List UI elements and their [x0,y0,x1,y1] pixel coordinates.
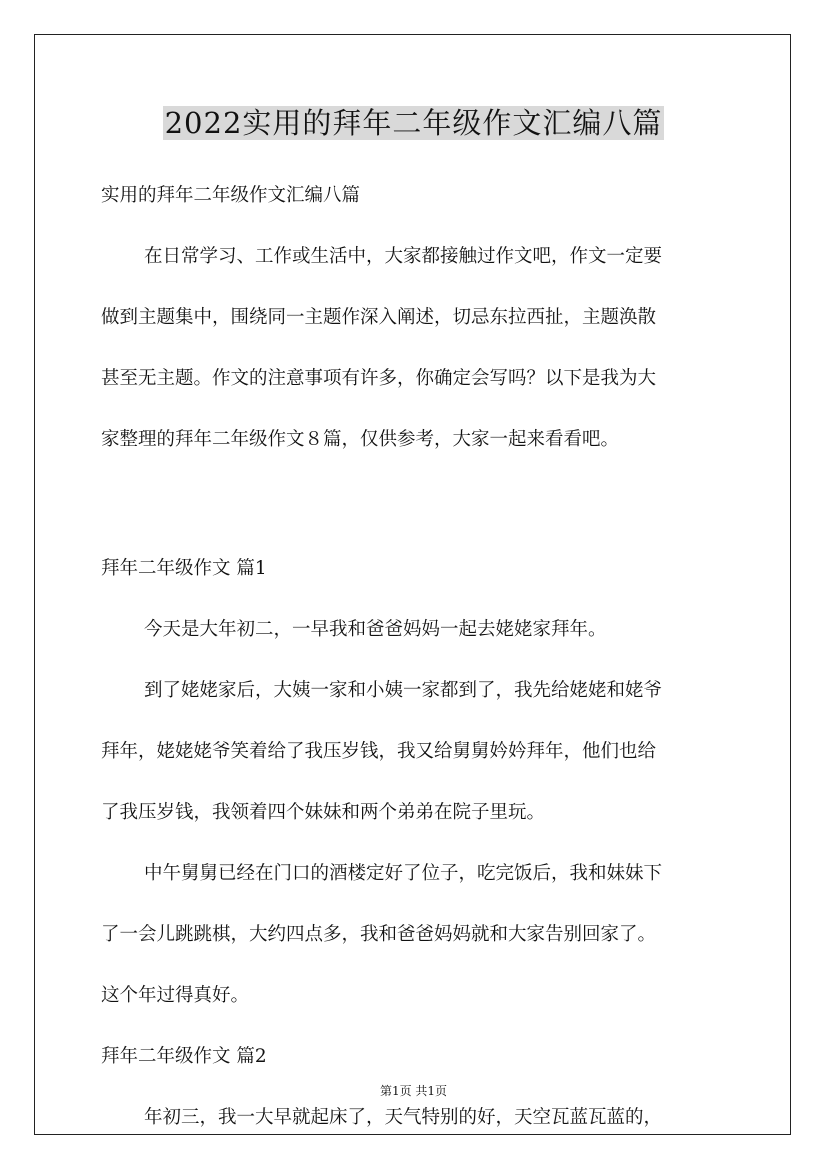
document-body [101,176,729,1137]
section-heading: 拜年二年级作文 篇1 [101,558,267,579]
document-subtitle: 实用的拜年二年级作文汇编八篇 [101,185,361,206]
document-title-text: 2022实用的拜年二年级作文汇编八篇 [164,106,663,140]
paragraph-line: 今天是大年初二，一早我和爸爸妈妈一起去姥姥家拜年。 [144,619,607,640]
document-title [0,102,827,144]
paragraph-line: 了一会儿跳跳棋，大约四点多，我和爸爸妈妈就和大家告别回家了。 [101,924,657,945]
paragraph-line: 这个年过得真好。 [101,985,250,1006]
intro-line: 甚至无主题。作文的注意事项有许多，你确定会写吗？以下是我为大 [101,368,657,389]
page-footer: 第1页 共1页 [379,1084,448,1098]
intro-line: 在日常学习、工作或生活中，大家都接触过作文吧，作文一定要 [144,246,663,267]
section-heading: 拜年二年级作文 篇2 [101,1046,267,1067]
paragraph-line: 拜年，姥姥姥爷笑着给了我压岁钱，我又给舅舅妗妗拜年，他们也给 [101,741,657,762]
paragraph-line: 年初三，我一大早就起床了，天气特别的好，天空瓦蓝瓦蓝的， [144,1107,663,1128]
paragraph-line: 了我压岁钱，我领着四个妹妹和两个弟弟在院子里玩。 [101,802,546,823]
intro-line: 家整理的拜年二年级作文８篇，仅供参考，大家一起来看看吧。 [101,429,620,450]
paragraph-line: 到了姥姥家后，大姨一家和小姨一家都到了，我先给姥姥和姥爷 [144,680,663,701]
intro-line: 做到主题集中，围绕同一主题作深入阐述，切忌东拉西扯，主题涣散 [101,307,657,328]
paragraph-line: 中午舅舅已经在门口的酒楼定好了位子，吃完饭后，我和妹妹下 [144,863,663,884]
